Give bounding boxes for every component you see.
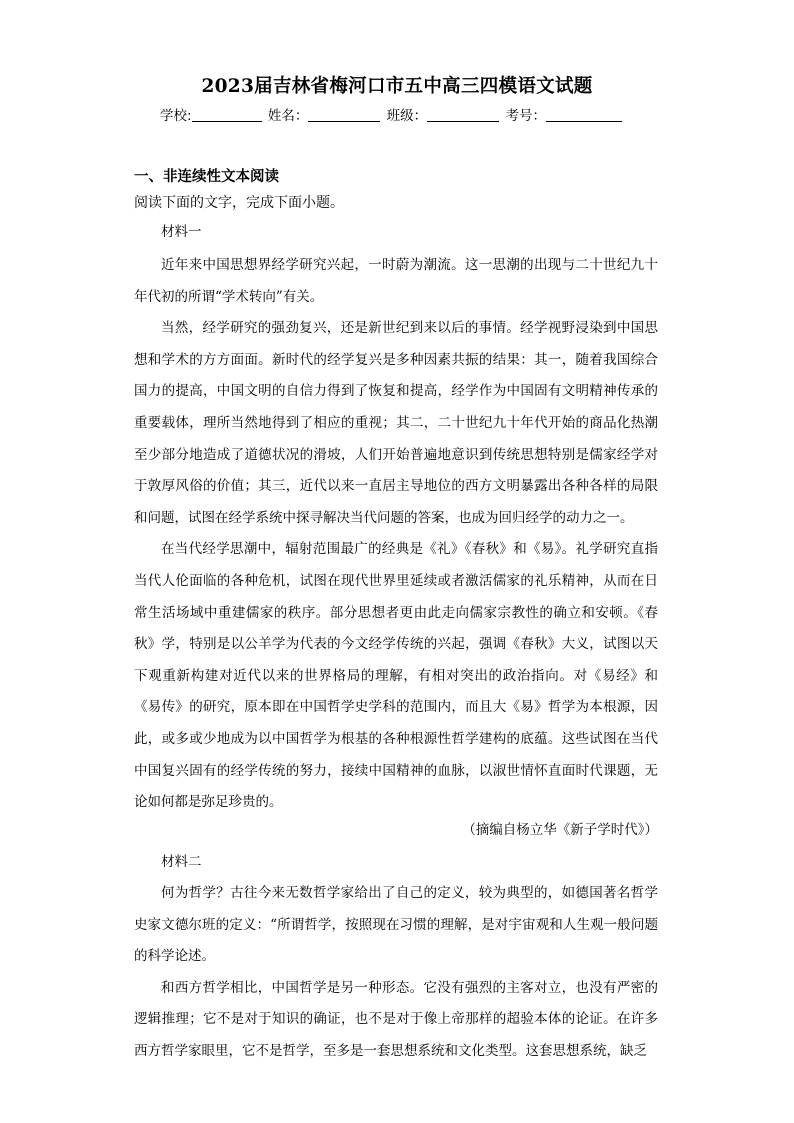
school-label: 学校: <box>160 108 192 124</box>
material1-paragraph: 近年来中国思想界经学研究兴起，一时蔚为潮流。这一思潮的出现与二十世纪九十年代初的所谓“学术转向”有关。 <box>134 257 658 305</box>
name-label: 姓名： <box>267 108 309 124</box>
document-title: 2023届吉林省梅河口市五中高三四模语文试题 <box>201 76 593 97</box>
material1-paragraph: 当然，经学研究的强劲复兴，还是新世纪到来以后的事情。经学视野浸染到中国思想和学术的方方面面。新时代的经学复兴是多种因素共振的结果：其一，随着我国综合国力的提高，中国文明的自信力得到了恢复和提高，经学作为中国固有文明精神传承的重要载体，理所当然地得到了相应的重视；其二，二十世纪九十年代开始的商品化热潮至少部分地造成了道德状况的滑坡，人们开始普遍地意识到传统思想特别是儒家经学对于敦厚风俗的价值；其三，近代以来一直居主导地位的西方文明暴露出各种各样的局限和问题，试图在经学系统中探寻解决当代问题的答案，也成为回归经学的动力之一。 <box>134 320 658 526</box>
school-blank <box>192 108 262 122</box>
material2-label: 材料二 <box>161 854 202 870</box>
class-blank <box>427 108 499 122</box>
student-info-line <box>160 104 680 124</box>
material1-body <box>134 250 658 819</box>
material1-paragraph: 在当代经学思潮中，辐射范围最广的经典是《礼》《春秋》和《易》。礼学研究直指当代人伦面临的各种危机，试图在现代世界里延续或者激活儒家的礼乐精神，从而在日常生活场域中重建儒家的秩序。部分思想者更由此走向儒家宗教性的确立和安顿。《春秋》学，特别是以公羊学为代表的今文经学传统的兴起，强调《春秋》大义，试图以天下观重新构建对近代以来的世界格局的理解，有相对突出的政治指向。对《易经》和《易传》的研究，原本即在中国哲学史学科的范围内，而且大《易》哲学为本根源，因此，或多或少地成为以中国哲学为根基的各种根源性哲学建构的底蕴。这些试图在当代中国复兴固有的经学传统的努力，接续中国精神的血脉，以淑世情怀直面时代课题，无论如何都是弥足珍贵的。 <box>134 541 658 811</box>
material2-paragraph: 和西方哲学相比，中国哲学是另一种形态。它没有强烈的主客对立，也没有严密的逻辑推理；它不是对于知识的确证，也不是对于像上帝那样的超验本体的论证。在许多西方哲学家眼里，它不是哲学，至多是一套思想系统和文化类型。这套思想系统，缺乏 <box>134 979 658 1059</box>
section-heading: 一、非连续性文本阅读 <box>134 169 279 185</box>
material2-body <box>134 878 658 1068</box>
section-instruction: 阅读下面的文字，完成下面小题。 <box>134 195 344 211</box>
exam-no-blank <box>546 108 622 122</box>
material1-source: （摘编自杨立华《新子学时代》） <box>462 822 658 838</box>
material1-label: 材料一 <box>161 224 202 240</box>
class-label: 班级： <box>386 108 428 124</box>
exam-no-label: 考号： <box>505 108 546 124</box>
material2-paragraph: 何为哲学？古往今来无数哲学家给出了自己的定义，较为典型的，如德国著名哲学史家文德尔班的定义：“所谓哲学，按照现在习惯的理解，是对宇宙观和人生观一般问题的科学论述。 <box>134 885 658 965</box>
name-blank <box>308 108 380 122</box>
